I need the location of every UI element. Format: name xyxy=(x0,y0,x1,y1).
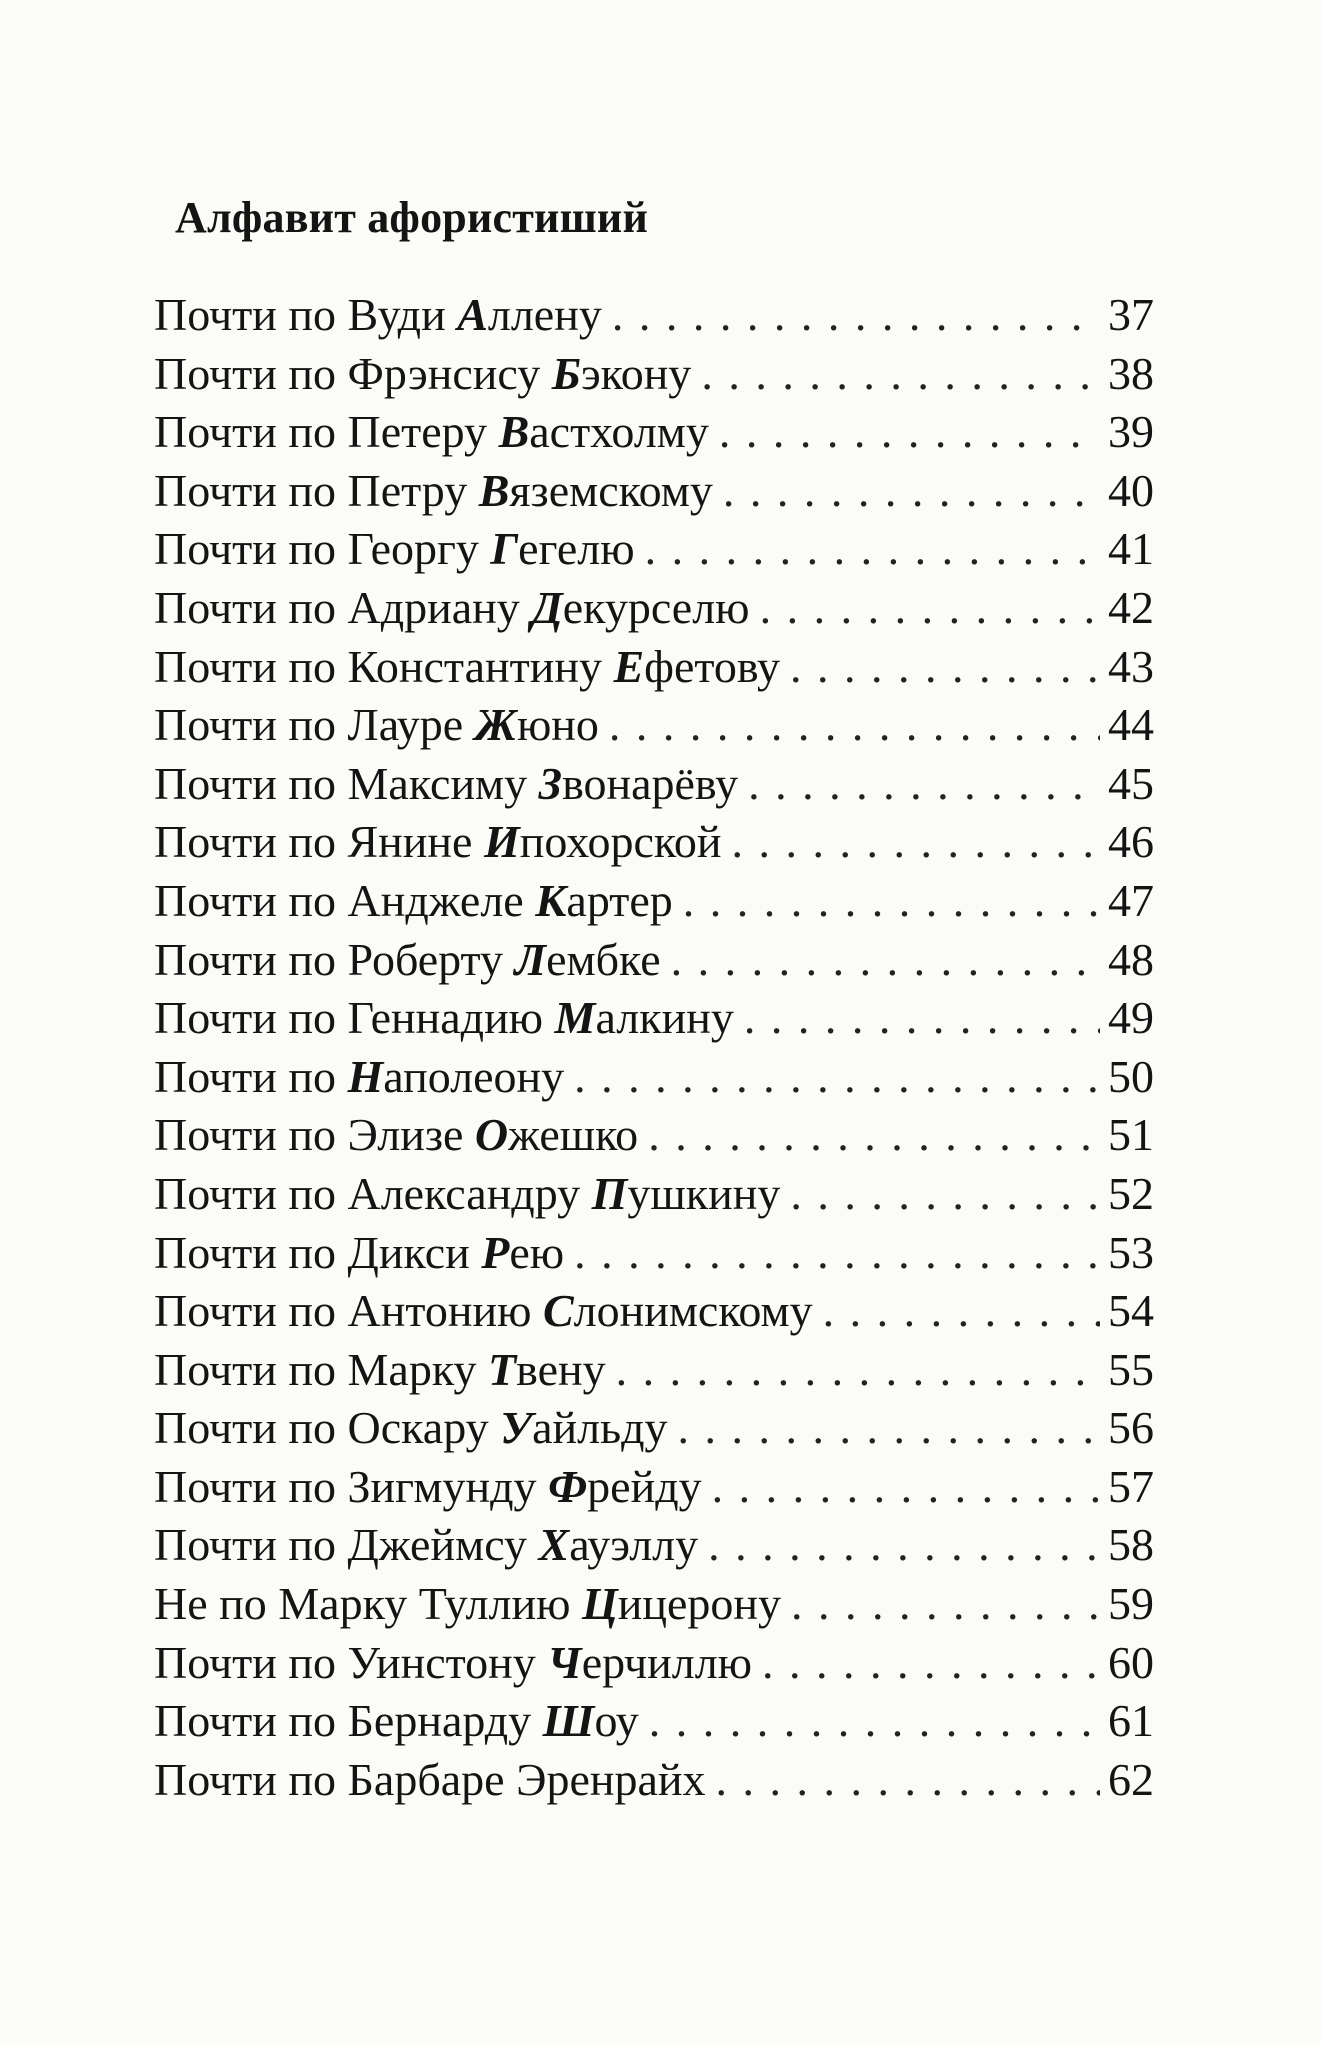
toc-entry-rest: жешко xyxy=(508,1109,639,1161)
toc-entry-prefix: Почти по Янине xyxy=(154,816,484,868)
toc-entry-initial: Т xyxy=(488,1343,517,1395)
toc-entry-rest: ицерону xyxy=(617,1578,782,1630)
toc-entry xyxy=(154,520,1154,579)
dot-leader xyxy=(723,462,1100,521)
toc-entry-page-number: 50 xyxy=(1108,1050,1154,1102)
toc-entry-rest: ембке xyxy=(546,933,661,985)
toc-entry-prefix: Почти по Лауре xyxy=(154,699,475,751)
toc-entry xyxy=(154,462,1154,521)
toc-entry-initial: А xyxy=(457,289,488,340)
toc-entry-initial: Р xyxy=(481,1226,510,1278)
toc-entry-page-number: 38 xyxy=(1108,347,1154,399)
toc-entry-prefix: Почти по Джеймсу xyxy=(154,1519,539,1571)
toc-entry-page-number: 60 xyxy=(1108,1636,1154,1688)
toc-entry-title xyxy=(154,462,713,521)
toc-entry-initial: Л xyxy=(514,933,547,985)
dot-leader xyxy=(683,872,1100,931)
toc-entry-initial: С xyxy=(542,1285,574,1337)
toc-entry-prefix: Почти по Элизе xyxy=(154,1109,475,1161)
dot-leader xyxy=(708,1516,1100,1575)
toc-entry xyxy=(154,696,1154,755)
toc-entry xyxy=(154,813,1154,872)
toc-entry-rest: оу xyxy=(594,1695,639,1747)
dot-leader xyxy=(574,1224,1100,1283)
toc-entry-prefix: Почти по Фрэнсису xyxy=(154,347,552,399)
toc-entry-page-number: 56 xyxy=(1108,1402,1154,1454)
toc-entry-prefix: Почти по Зигмунду xyxy=(154,1460,549,1512)
toc-entry-initial: К xyxy=(535,874,567,926)
toc-entry-prefix: Почти по Александру xyxy=(154,1167,592,1219)
toc-entry-page-number: 61 xyxy=(1108,1695,1154,1747)
toc-entry-page-number: 44 xyxy=(1108,699,1154,751)
toc-entry-rest: айльду xyxy=(532,1402,668,1454)
toc-entry-initial: Ф xyxy=(548,1460,588,1512)
toc-entry-rest: вонарёву xyxy=(562,757,739,809)
toc-entry-page-number: 39 xyxy=(1108,406,1154,458)
toc-entry-rest: яземскому xyxy=(509,464,713,516)
toc-entry-rest: ауэллу xyxy=(569,1519,699,1571)
toc-entry xyxy=(154,1458,1154,1517)
toc-entry-rest: вену xyxy=(516,1343,606,1395)
dot-leader xyxy=(732,813,1100,872)
toc-entry xyxy=(154,1106,1154,1165)
toc-entry-rest: егелю xyxy=(518,523,635,575)
page-title: Алфавит афористиший xyxy=(175,193,649,242)
toc-entry-prefix: Почти по Петеру xyxy=(154,406,499,458)
toc-entry-page-number: 57 xyxy=(1108,1460,1154,1512)
toc-entry-prefix: Не по Марку Туллию xyxy=(154,1578,582,1630)
toc-entry-prefix: Почти по xyxy=(154,1050,348,1102)
toc-entry-initial: Е xyxy=(613,640,645,692)
toc-entry-title xyxy=(154,755,738,814)
toc-entry-page-number: 41 xyxy=(1108,523,1154,575)
toc-entry-prefix: Почти по Марку xyxy=(154,1343,489,1395)
toc-entry-title xyxy=(154,931,661,990)
toc-entry xyxy=(154,638,1154,697)
toc-entry xyxy=(154,286,1154,345)
dot-leader xyxy=(760,579,1100,638)
toc-entry-prefix: Почти по Дикси xyxy=(154,1226,482,1278)
toc-entry-title xyxy=(154,1106,638,1165)
toc-entry-initial: Ц xyxy=(581,1578,618,1630)
toc-entry xyxy=(154,345,1154,404)
toc-entry-rest: астхолму xyxy=(529,406,709,458)
toc-entry-title xyxy=(154,403,709,462)
toc-entry-initial: Ч xyxy=(547,1636,582,1688)
toc-entry-rest: артер xyxy=(566,874,673,926)
dot-leader xyxy=(671,931,1100,990)
dot-leader xyxy=(649,1692,1100,1751)
toc-entry xyxy=(154,1282,1154,1341)
toc-entry-page-number: 40 xyxy=(1108,464,1154,516)
toc-entry-rest: рейду xyxy=(587,1460,702,1512)
toc-entry-initial: Д xyxy=(531,581,563,633)
dot-leader xyxy=(823,1282,1100,1341)
toc-entry xyxy=(154,1692,1154,1751)
toc-entry xyxy=(154,1634,1154,1693)
toc-entry-title xyxy=(154,989,734,1048)
dot-leader xyxy=(609,696,1100,755)
toc-entry-title xyxy=(154,1224,564,1283)
toc-entry-page-number: 62 xyxy=(1108,1753,1154,1805)
toc-entry-title xyxy=(154,520,635,579)
toc-entry-initial: М xyxy=(554,992,596,1044)
dot-leader xyxy=(645,520,1100,579)
toc-entry-title xyxy=(154,813,722,872)
toc-entry-title xyxy=(154,1282,813,1341)
toc-entry-rest: аполеону xyxy=(383,1050,565,1102)
toc-entry-page-number: 54 xyxy=(1108,1285,1154,1337)
toc-entry-prefix: Почти по Геннадию xyxy=(154,992,555,1044)
toc-entry-prefix: Почти по Георгу xyxy=(154,523,491,575)
toc-entry-page-number: 52 xyxy=(1108,1167,1154,1219)
dot-leader xyxy=(716,1751,1100,1810)
dot-leader xyxy=(744,989,1100,1048)
toc-entry-initial: У xyxy=(500,1402,533,1454)
toc-entry-rest: екурселю xyxy=(562,581,750,633)
toc-entry-prefix: Почти по Бернарду xyxy=(154,1695,543,1747)
toc-entry-title xyxy=(154,286,602,345)
toc-entry-rest: ушкину xyxy=(627,1167,781,1219)
toc-entry-prefix: Почти по Константину xyxy=(154,640,614,692)
toc-entry-page-number: 55 xyxy=(1108,1343,1154,1395)
toc-entry-title xyxy=(154,1165,780,1224)
toc-entry-page-number: 46 xyxy=(1108,816,1154,868)
toc-entry xyxy=(154,1399,1154,1458)
toc-entry-initial: И xyxy=(483,816,520,868)
toc-entry-prefix: Почти по Роберту xyxy=(154,933,515,985)
toc-entry-page-number: 43 xyxy=(1108,640,1154,692)
toc-entry-initial: Н xyxy=(347,1050,384,1102)
toc-entry-prefix: Почти по Петру xyxy=(154,464,479,516)
toc-entry-initial: Х xyxy=(538,1519,570,1571)
toc-entry-page-number: 48 xyxy=(1108,933,1154,985)
toc-entry-rest: лонимскому xyxy=(573,1285,813,1337)
toc-entry-rest: ею xyxy=(509,1226,565,1278)
toc-entry xyxy=(154,1048,1154,1107)
toc-entry xyxy=(154,1575,1154,1634)
toc-entry-title xyxy=(154,1399,668,1458)
toc-entry-title xyxy=(154,1575,781,1634)
toc-entry xyxy=(154,755,1154,814)
dot-leader xyxy=(762,1634,1100,1693)
toc-entry-initial: В xyxy=(478,464,510,516)
toc-entry-rest: юно xyxy=(516,699,599,751)
toc-entry-prefix: Почти по Максиму xyxy=(154,757,539,809)
toc-entry-title xyxy=(154,638,780,697)
toc-entry-rest: ерчиллю xyxy=(581,1636,753,1688)
toc-entry-title xyxy=(154,1751,706,1810)
toc-entry-prefix: Почти по Уинстону xyxy=(154,1636,548,1688)
toc-entry-title xyxy=(154,1341,606,1400)
toc-entry-initial: Ш xyxy=(542,1695,595,1747)
toc-entry-rest: ллену xyxy=(487,289,602,340)
toc-entry-initial: Г xyxy=(490,523,519,575)
toc-entry-initial: З xyxy=(538,757,563,809)
toc-entry-title xyxy=(154,696,599,755)
toc-entry-prefix: Почти по Адриану xyxy=(154,581,532,633)
dot-leader xyxy=(790,638,1100,697)
toc-entry-prefix: Почти по Оскару xyxy=(154,1402,501,1454)
toc-entry-initial: П xyxy=(591,1167,628,1219)
table-of-contents xyxy=(154,286,1154,1809)
toc-entry-rest: алкину xyxy=(595,992,734,1044)
toc-entry xyxy=(154,931,1154,990)
toc-entry-rest: фетову xyxy=(644,640,781,692)
toc-entry-page-number: 37 xyxy=(1108,289,1154,340)
dot-leader xyxy=(791,1575,1100,1634)
toc-entry-page-number: 58 xyxy=(1108,1519,1154,1571)
toc-entry-title xyxy=(154,345,691,404)
toc-entry-page-number: 51 xyxy=(1108,1109,1154,1161)
toc-entry xyxy=(154,872,1154,931)
dot-leader xyxy=(612,286,1100,345)
toc-entry xyxy=(154,989,1154,1048)
toc-entry-page-number: 59 xyxy=(1108,1578,1154,1630)
toc-entry xyxy=(154,403,1154,462)
toc-entry-title xyxy=(154,872,673,931)
toc-entry-title xyxy=(154,1458,702,1517)
toc-entry-page-number: 49 xyxy=(1108,992,1154,1044)
toc-entry-prefix: Почти по Вуди xyxy=(154,289,458,340)
toc-entry-prefix: Почти по Барбаре Эренрайх xyxy=(154,1753,706,1805)
toc-entry-rest: экону xyxy=(580,347,692,399)
toc-entry-title xyxy=(154,579,750,638)
toc-entry xyxy=(154,1516,1154,1575)
toc-entry-title xyxy=(154,1516,698,1575)
toc-entry-initial: Б xyxy=(551,347,581,399)
toc-entry-page-number: 53 xyxy=(1108,1226,1154,1278)
toc-entry-page-number: 47 xyxy=(1108,874,1154,926)
dot-leader xyxy=(712,1458,1100,1517)
toc-entry-initial: Ж xyxy=(474,699,517,751)
toc-entry-title xyxy=(154,1692,639,1751)
dot-leader xyxy=(678,1399,1101,1458)
toc-entry xyxy=(154,1341,1154,1400)
toc-entry-title xyxy=(154,1634,752,1693)
toc-entry xyxy=(154,1751,1154,1810)
toc-entry xyxy=(154,1224,1154,1283)
dot-leader xyxy=(701,345,1100,404)
dot-leader xyxy=(648,1106,1100,1165)
toc-entry-rest: похорской xyxy=(519,816,722,868)
toc-entry xyxy=(154,1165,1154,1224)
toc-entry-title xyxy=(154,1048,564,1107)
dot-leader xyxy=(719,403,1100,462)
toc-entry-initial: О xyxy=(474,1109,509,1161)
toc-entry-initial: В xyxy=(498,406,530,458)
dot-leader xyxy=(790,1165,1100,1224)
toc-entry-prefix: Почти по Антонию xyxy=(154,1285,543,1337)
dot-leader xyxy=(616,1341,1100,1400)
toc-entry xyxy=(154,579,1154,638)
toc-entry-prefix: Почти по Анджеле xyxy=(154,874,536,926)
dot-leader xyxy=(574,1048,1100,1107)
toc-entry-page-number: 45 xyxy=(1108,757,1154,809)
toc-entry-page-number: 42 xyxy=(1108,581,1154,633)
dot-leader xyxy=(748,755,1100,814)
